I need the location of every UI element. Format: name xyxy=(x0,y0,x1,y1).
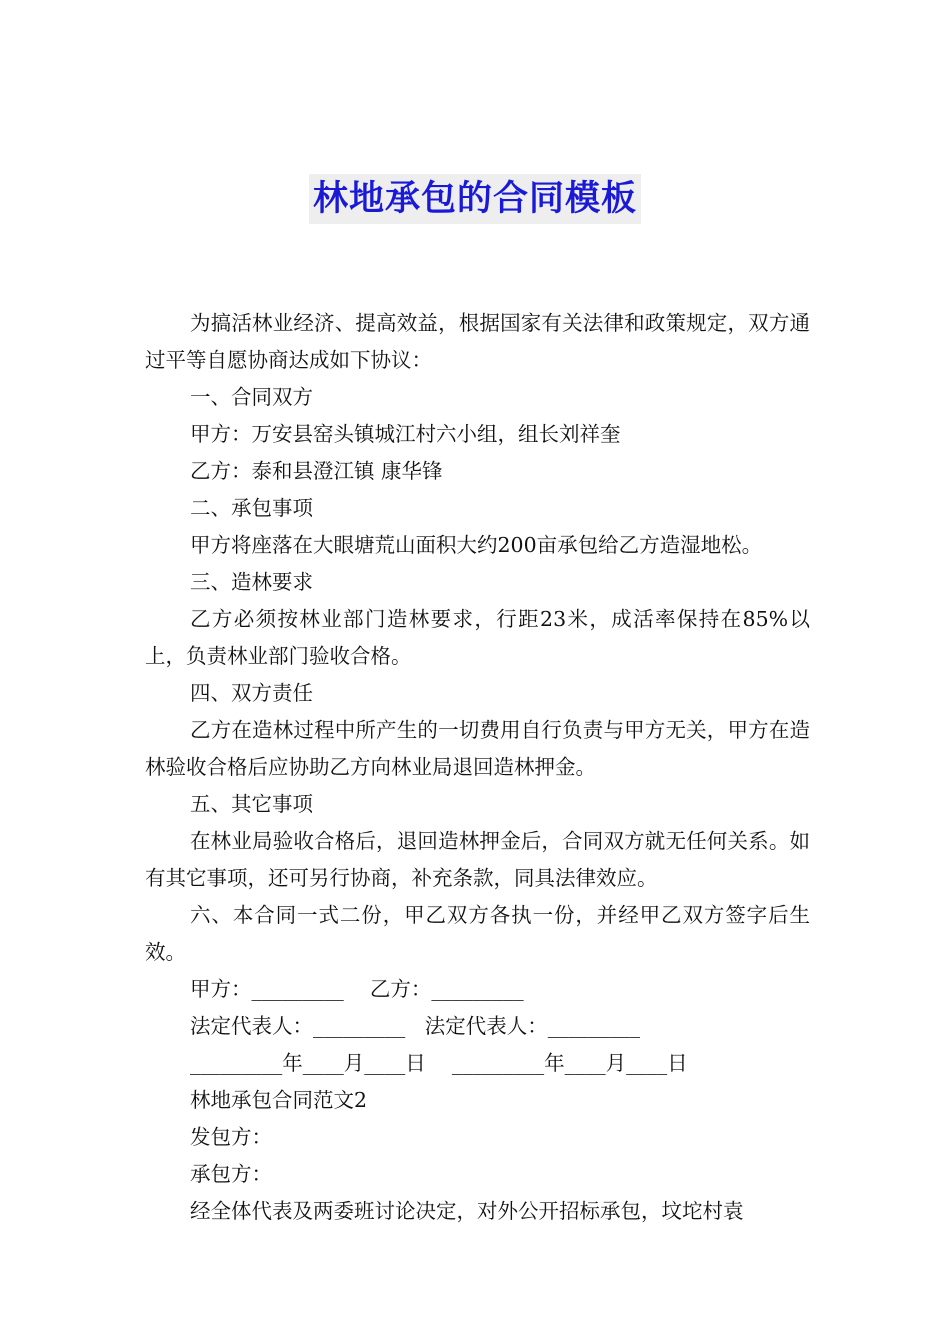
section2-heading: 林地承包合同范文2 xyxy=(190,1088,368,1112)
paragraph-afforestation: 乙方必须按林业部门造林要求，行距23米，成活率保持在85%以上，负责林业部门验收合格。 xyxy=(145,607,810,668)
document-body xyxy=(145,305,810,1230)
paragraph-preamble: 为搞活林业经济、提高效益，根据国家有关法律和政策规定，双方通过平等自愿协商达成如下协议： xyxy=(145,311,810,372)
document-title: 林地承包的合同模板 xyxy=(309,174,641,224)
party-b-line: 乙方：泰和县澄江镇 康华锋 xyxy=(190,459,443,483)
title-container xyxy=(0,174,950,224)
paragraph-section2-intro: 经全体代表及两委班讨论决定，对外公开招标承包，坟坨村袁 xyxy=(190,1199,744,1223)
paragraph-copies: 六、本合同一式二份，甲乙双方各执一份，并经甲乙双方签字后生效。 xyxy=(145,903,810,964)
paragraph-responsibilities: 乙方在造林过程中所产生的一切费用自行负责与甲方无关，甲方在造林验收合格后应协助乙方向林业局退回造林押金。 xyxy=(145,718,810,779)
paragraph-other-matters: 在林业局验收合格后，退回造林押金后，合同双方就无任何关系。如有其它事项，还可另行协商，补充条款，同具法律效应。 xyxy=(145,829,810,890)
paragraph-contract-matters: 甲方将座落在大眼塘荒山面积大约200亩承包给乙方造湿地松。 xyxy=(190,533,763,557)
contractor-line: 承包方： xyxy=(190,1162,272,1186)
section-heading-other-matters: 五、其它事项 xyxy=(190,792,313,816)
signature-representatives-line: 法定代表人：_________ 法定代表人：_________ xyxy=(190,1014,641,1038)
section-heading-contract-matters: 二、承包事项 xyxy=(190,496,313,520)
signature-date-line: _________年____月____日 _________年____月____日 xyxy=(190,1051,688,1075)
section-heading-afforestation: 三、造林要求 xyxy=(190,570,313,594)
section-heading-responsibilities: 四、双方责任 xyxy=(190,681,313,705)
section-heading-parties: 一、合同双方 xyxy=(190,385,313,409)
signature-parties-line: 甲方：_________ 乙方：_________ xyxy=(190,977,524,1001)
party-a-line: 甲方：万安县窑头镇城江村六小组，组长刘祥奎 xyxy=(190,422,621,446)
issuer-line: 发包方： xyxy=(190,1125,272,1149)
